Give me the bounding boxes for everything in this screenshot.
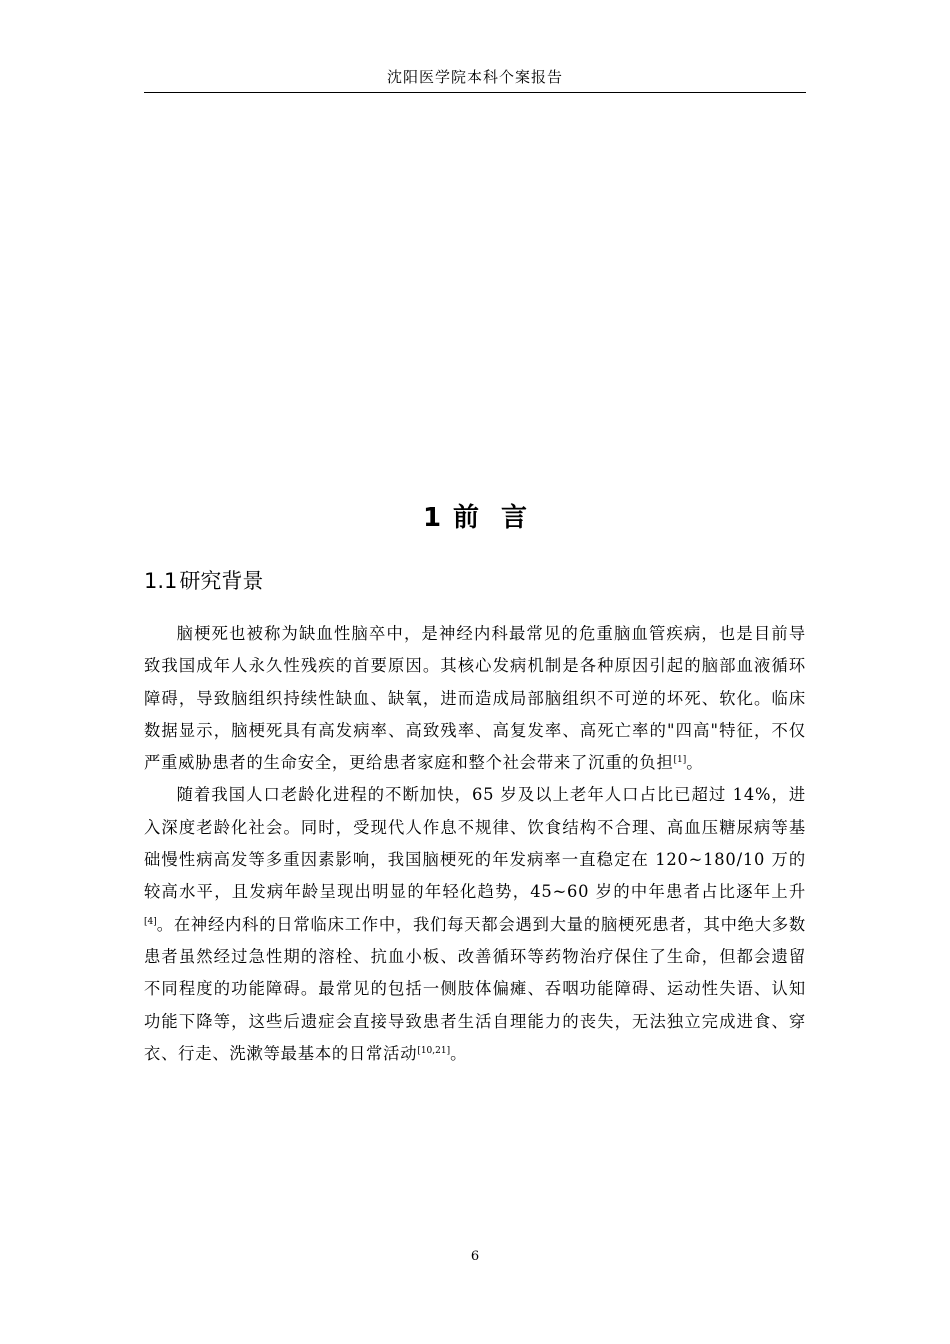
section-title-text: 研究背景 — [179, 569, 264, 593]
paragraph-2 — [144, 779, 806, 1070]
paragraph-1-end: 。 — [686, 753, 704, 773]
paragraph-2-text: 随着我国人口老龄化进程的不断加快，65 岁及以上老年人口占比已超过 14%，进入深度老龄化社会。同时，受现代人作息不规律、饮食结构不合理、高血压糖尿病等基础慢性病高发等多重因素影响，我国脑梗死的年发病率一直稳定在 120~180/10 万的较高水平，且发病年龄呈现出明显的年轻化趋势，45~60 岁的中年患者占比逐年上升 — [144, 785, 806, 902]
chapter-number: 1 — [422, 503, 442, 533]
chapter-title — [144, 500, 806, 536]
paragraph-1-text: 脑梗死也被称为缺血性脑卒中，是神经内科最常见的危重脑血管疾病，也是目前导致我国成年人永久性残疾的首要原因。其核心发病机制是各种原因引起的脑部血液循环障碍，导致脑组织持续性缺血、缺氧，进而造成局部脑组织不可逆的坏死、软化。临床数据显示，脑梗死具有高发病率、高致残率、高复发率、高死亡率的"四高"特征，不仅严重威胁患者的生命安全，更给患者家庭和整个社会带来了沉重的负担 — [144, 624, 806, 773]
paragraph-1 — [144, 618, 806, 779]
paragraph-2-end: 。 — [450, 1043, 468, 1063]
section-number: 1.1 — [144, 569, 178, 593]
chapter-title-text: 前言 — [453, 503, 550, 533]
paragraph-2-text-continued: 。在神经内科的日常临床工作中，我们每天都会遇到大量的脑梗死患者，其中绝大多数患者虽然经过急性期的溶栓、抗血小板、改善循环等药物治疗保住了生命，但都会遗留不同程度的功能障碍。最常见的包括一侧肢体偏瘫、吞咽功能障碍、运动性失语、认知功能下降等，这些后遗症会直接导致患者生活自理能力的丧失，无法独立完成进食、穿衣、行走、洗漱等最基本的日常活动 — [144, 914, 806, 1063]
citation-10-21: [10,21] — [417, 1045, 451, 1056]
section-heading — [144, 564, 263, 598]
running-header-title: 沈阳医学院本科个案报告 — [386, 68, 563, 86]
citation-4: [4] — [144, 916, 157, 927]
citation-1: [1] — [673, 755, 687, 766]
running-header — [144, 66, 806, 93]
page-number: 6 — [470, 1249, 480, 1264]
body-text — [144, 618, 806, 1070]
